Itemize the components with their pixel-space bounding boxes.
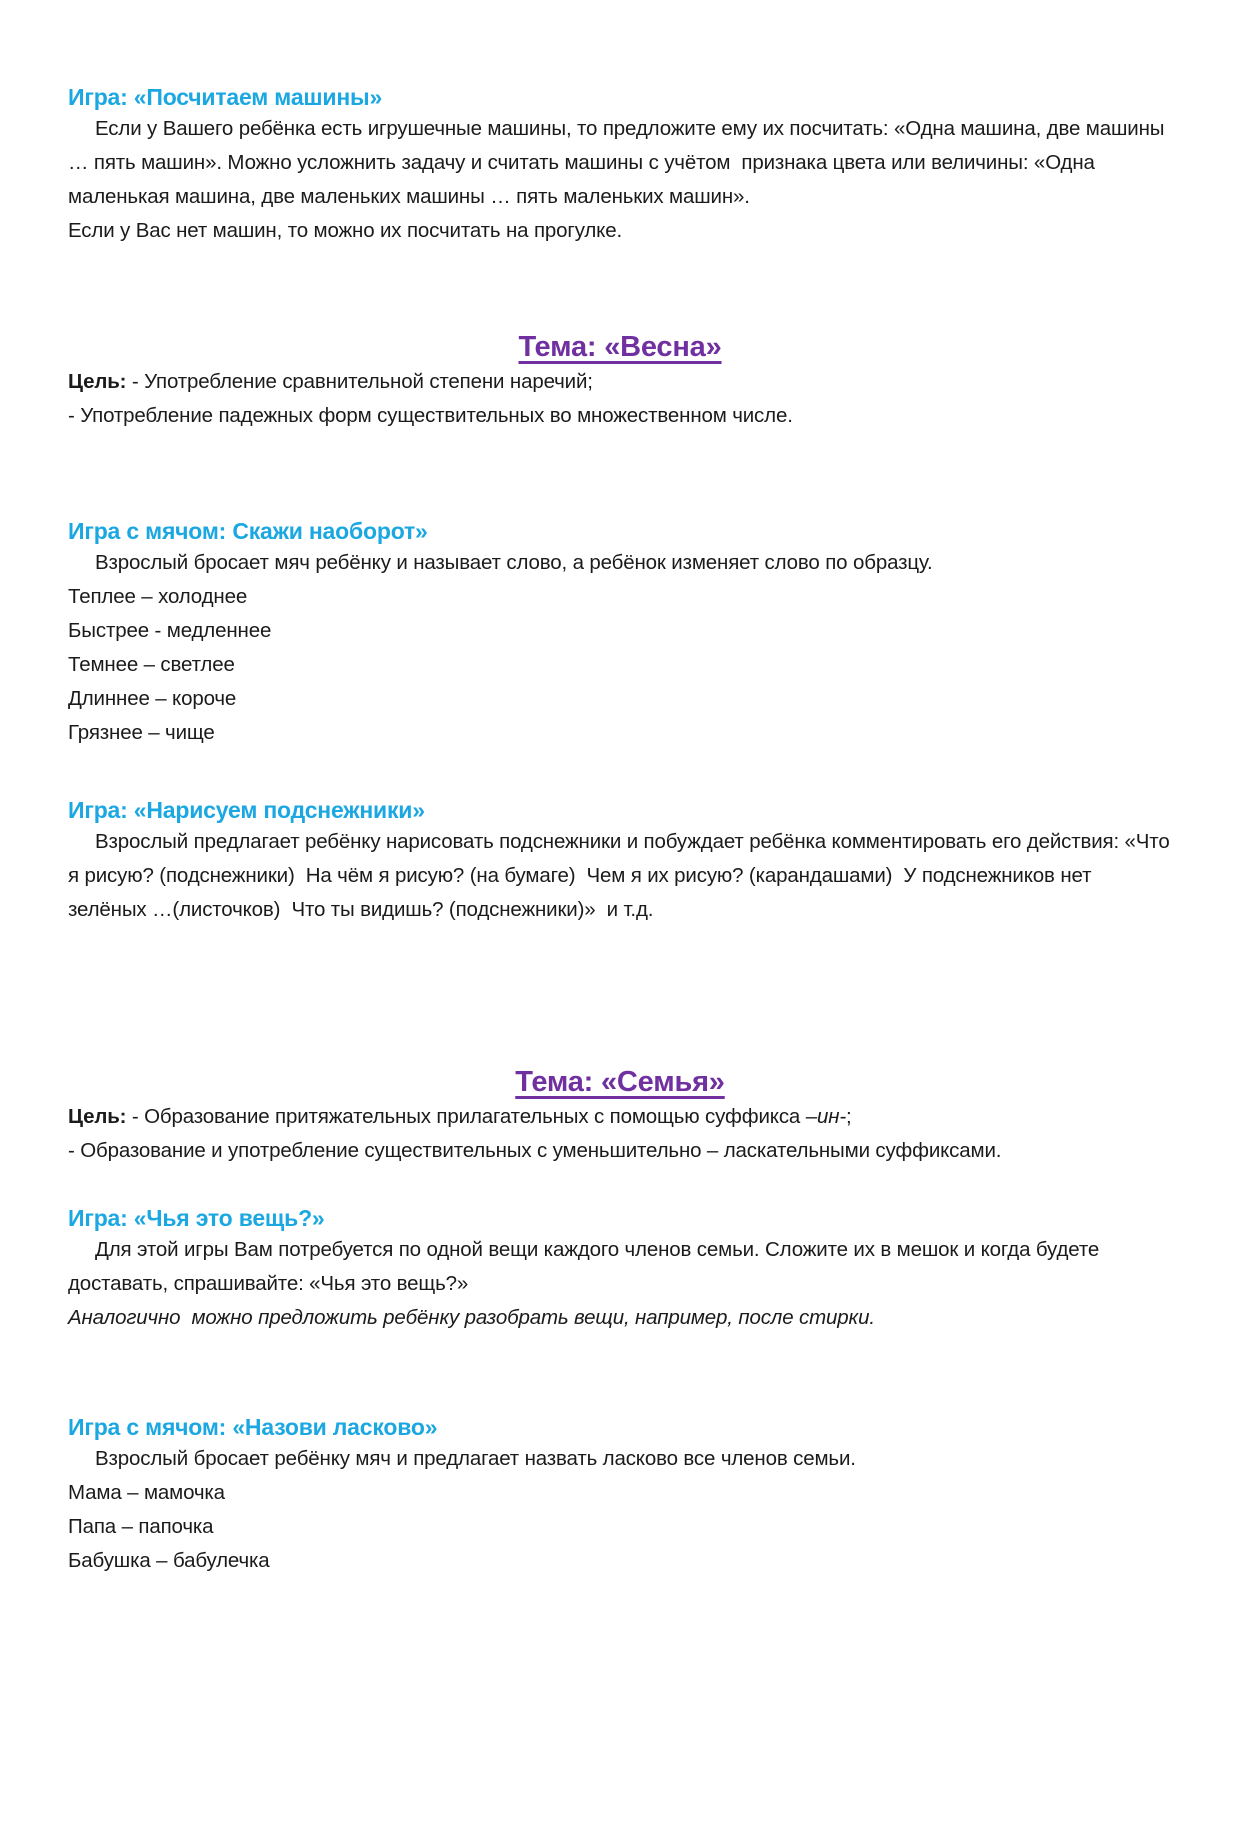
paragraph-name-tenderly-intro: Взрослый бросает ребёнку мяч и предлагает назвать ласково все членов семьи. — [95, 1447, 856, 1470]
heading-game-whose-thing: Игра: «Чья это вещь?» — [68, 1205, 325, 1231]
heading-game-count-cars: Игра: «Посчитаем машины» — [68, 84, 383, 110]
heading-game-draw-snowdrops: Игра: «Нарисуем подснежники» — [68, 797, 425, 823]
document-page — [0, 82, 1240, 1836]
paragraph-whose-thing-note: Аналогично можно предложить ребёнку разобрать вещи, например, после стирки. — [68, 1306, 875, 1329]
word-pair-list-opposites — [68, 580, 1172, 750]
goal-label: Цель: — [68, 1105, 127, 1128]
goal-text: - Употребление сравнительной степени наречий; — [126, 370, 593, 393]
word-pair: Папа – папочка — [68, 1515, 214, 1538]
goal-label: Цель: — [68, 370, 127, 393]
goal-family-line2: - Образование и употребление существительных с уменьшительно – ласкательными суффиксами. — [68, 1139, 1002, 1162]
goal-family-line1 — [68, 1100, 1172, 1134]
word-pair: Бабушка – бабулечка — [68, 1549, 270, 1572]
heading-theme-family: Тема: «Семья» — [515, 1066, 725, 1098]
paragraph-count-cars-2: Если у Вас нет машин, то можно их посчитать на прогулке. — [68, 219, 623, 242]
paragraph-count-cars: Если у Вашего ребёнка есть игрушечные машины, то предложите ему их посчитать: «Одна машина, две машины … пять машин». Можно усложнить задачу и считать машины с учётом признака цвета или величины: «Одна маленькая машина, две маленьких машины … пять маленьких машин». — [68, 117, 1170, 208]
word-pair-list-family — [68, 1476, 1172, 1578]
heading-theme-spring: Тема: «Весна» — [518, 331, 722, 363]
goal-text-pre: - Образование притяжательных прилагательных с помощью суффикса — [126, 1105, 806, 1128]
paragraph-draw-snowdrops: Взрослый предлагает ребёнку нарисовать подснежники и побуждает ребёнка комментировать его действия: «Что я рисую? (подснежники) На чём я рисую? (на бумаге) Чем я их рисую? (карандашами) У подснежников нет зелёных …(листочков) Что ты видишь? (подснежники)» и т.д. — [68, 830, 1176, 921]
heading-game-say-opposite: Игра с мячом: Скажи наоборот» — [68, 518, 428, 544]
paragraph-say-opposite-intro: Взрослый бросает мяч ребёнку и называет слово, а ребёнок изменяет слово по образцу. — [95, 551, 933, 574]
word-pair: Длиннее – короче — [68, 687, 237, 710]
goal-spring-line2: - Употребление падежных форм существительных во множественном числе. — [68, 404, 793, 427]
word-pair: Быстрее - медленнее — [68, 619, 272, 642]
word-pair: Теплее – холоднее — [68, 585, 248, 608]
heading-game-name-tenderly: Игра с мячом: «Назови ласково» — [68, 1414, 438, 1440]
word-pair: Грязнее – чище — [68, 721, 215, 744]
word-pair: Мама – мамочка — [68, 1481, 225, 1504]
goal-suffix-italic: –ин- — [805, 1105, 847, 1128]
goal-spring-line1 — [68, 365, 1172, 399]
word-pair: Темнее – светлее — [68, 653, 235, 676]
goal-text-post: ; — [846, 1105, 852, 1128]
paragraph-whose-thing: Для этой игры Вам потребуется по одной вещи каждого членов семьи. Сложите их в мешок и когда будете доставать, спрашивайте: «Чья это вещь?» — [68, 1238, 1105, 1295]
